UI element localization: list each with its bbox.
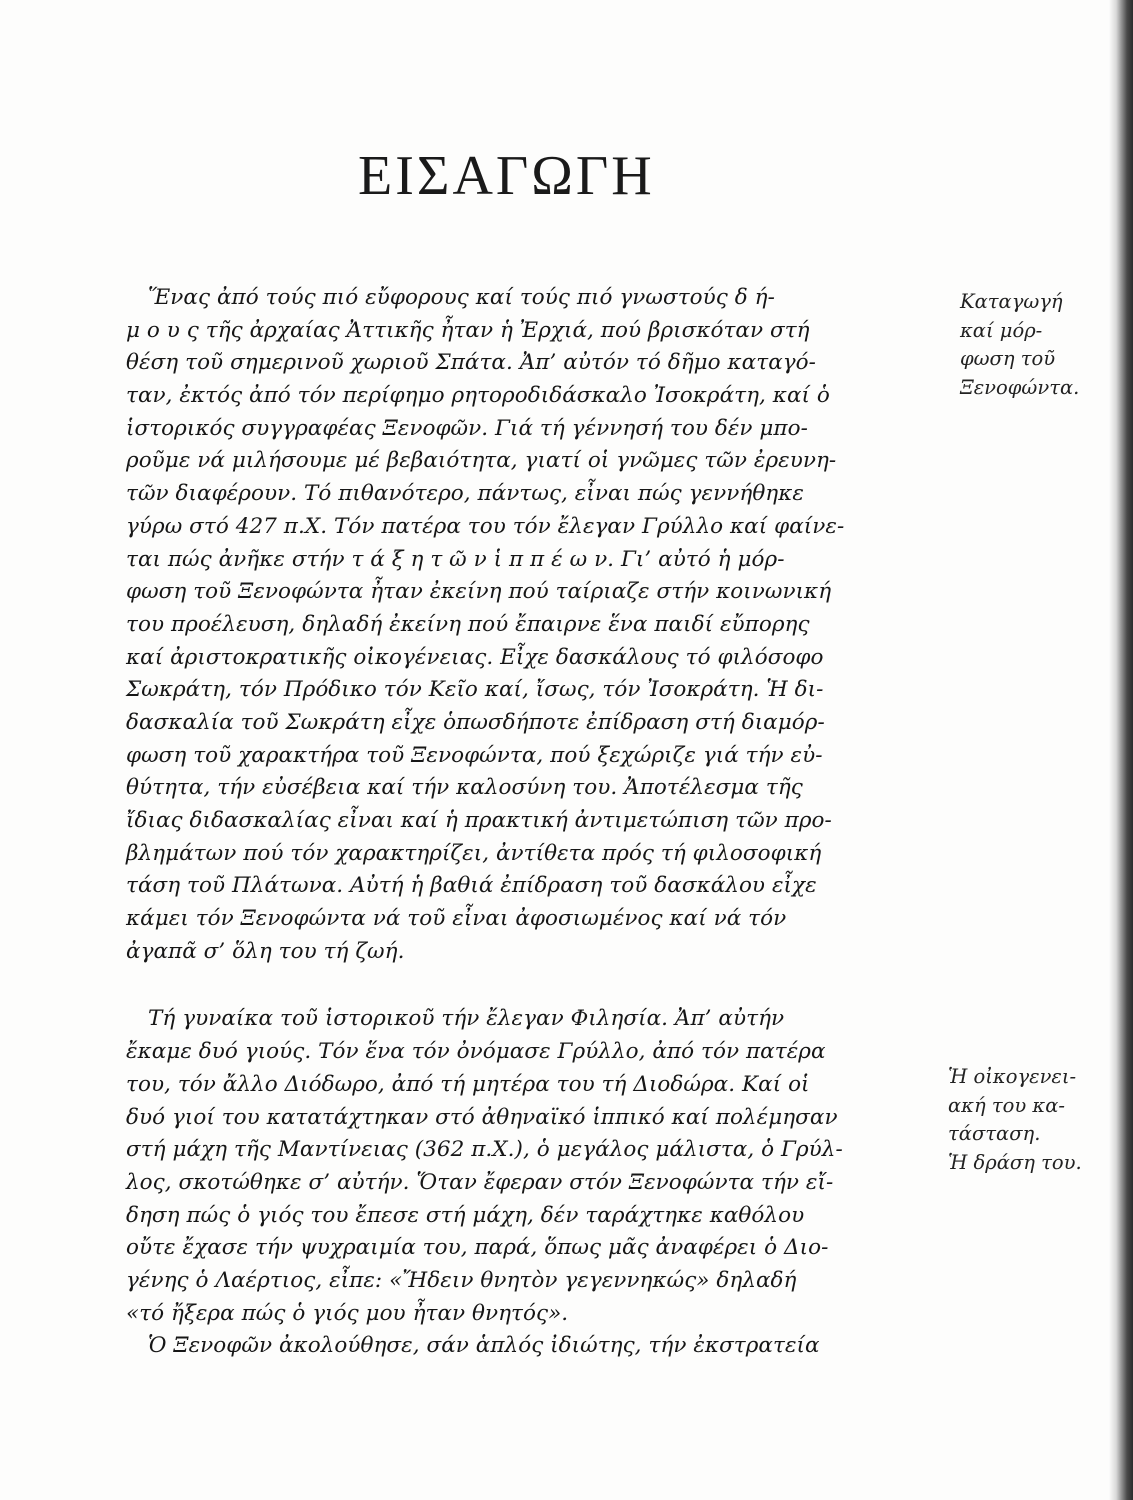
marginal-note-line: τάσταση. (948, 1122, 1041, 1145)
marginal-note-line: καί μόρ- (960, 318, 1043, 342)
marginal-note-line: Ξενοφώντα. (960, 375, 1080, 399)
text-line: ται πώς ἀνῆκε στήν τ ά ξ η τ ῶ ν ἱ π π έ ω ν. Γι’ αὐτό ἡ μόρ- (126, 546, 785, 572)
paragraph-spacer (126, 968, 912, 1003)
text-line: «τό ἤξερα πώς ὁ γιός μου ἦταν θνητός». (126, 1300, 569, 1326)
text-line: θύτητα, τήν εὐσέβεια καί τήν καλοσύνη του. Ἀποτέλεσμα τῆς (126, 775, 803, 801)
text-line: ταν, ἐκτός ἀπό τόν περίφημο ρητοροδιδάσκαλο Ἰσοκράτη, καί ὁ (126, 383, 830, 409)
text-line: Ἕνας ἀπό τούς πιό εὔφορους καί τούς πιό γνωστούς δ ή- (148, 285, 775, 310)
text-line: ἴδιας διδασκαλίας εἶναι καί ἡ πρακτική ἀντιμετώπιση τῶν προ- (126, 808, 832, 833)
marginal-note-line: ακή του κα- (948, 1093, 1065, 1117)
text-line: ἀγαπᾶ σ’ ὅλη του τή ζωή. (126, 938, 405, 964)
marginal-note-line: Ἡ οἰκογενει- (948, 1065, 1077, 1088)
text-line: ἔκαμε δυό γιούς. Τόν ἕνα τόν ὀνόμασε Γρύλλο, ἀπό τόν πατέρα (126, 1039, 826, 1065)
marginal-note-origin (960, 288, 1079, 402)
text-line: βλημάτων πού τόν χαρακτηρίζει, ἀντίθετα πρός τή φιλοσοφική (126, 840, 822, 866)
paragraph (126, 282, 912, 968)
marginal-note-line: Ἡ δράση του. (948, 1150, 1082, 1174)
text-line: κάμει τόν Ξενοφώντα νά τοῦ εἶναι ἀφοσιωμένος καί νά τόν (126, 906, 787, 932)
text-line: τάση τοῦ Πλάτωνα. Αὐτή ἡ βαθιά ἐπίδραση τοῦ δασκάλου εἶχε (126, 873, 817, 899)
text-line: Τή γυναίκα τοῦ ἱστορικοῦ τήν ἔλεγαν Φιλησία. Ἀπ’ αὐτήν (148, 1006, 785, 1032)
text-line: ροῦμε νά μιλήσουμε μέ βεβαιότητα, γιατί οἱ γνῶμες τῶν ἐρευνη- (126, 448, 837, 474)
text-line: φωση τοῦ χαρακτήρα τοῦ Ξενοφώντα, πού ξεχώριζε γιά τήν εὐ- (126, 742, 823, 768)
marginal-note-line: φωση τοῦ (960, 347, 1056, 370)
text-line: καί ἀριστοκρατικῆς οἰκογένειας. Εἶχε δασκάλους τό φιλόσοφο (126, 644, 824, 670)
text-line: γύρω στό 427 π.Χ. Τόν πατέρα του τόν ἔλεγαν Γρύλλο καί φαίνε- (126, 513, 845, 539)
text-line: Σωκράτη, τόν Πρόδικο τόν Κεῖο καί, ἴσως, τόν Ἰσοκράτη. Ἡ δι- (126, 677, 824, 703)
text-line: θέση τοῦ σημερινοῦ χωριοῦ Σπάτα. Ἀπ’ αὐτόν τό δῆμο καταγό- (126, 350, 816, 376)
text-line: δηση πώς ὁ γιός του ἔπεσε στή μάχη, δέν ταράχτηκε καθόλου (126, 1202, 805, 1228)
chapter-title: ΕΙΣΑΓΩΓΗ (358, 145, 655, 207)
text-line: Ὁ Ξενοφῶν ἀκολούθησε, σάν ἁπλός ἰδιώτης, τήν ἐκστρατεία (148, 1333, 820, 1359)
text-line: δασκαλία τοῦ Σωκράτη εἶχε ὁπωσδήποτε ἐπίδραση στή διαμόρ- (126, 709, 825, 735)
body-text (126, 282, 912, 1363)
paragraph (126, 1003, 912, 1363)
text-line: ἱστορικός συγγραφέας Ξενοφῶν. Γιά τή γέννησή του δέν μπο- (126, 415, 808, 441)
marginal-note-family (948, 1063, 1082, 1177)
text-line: οὔτε ἔχασε τήν ψυχραιμία του, παρά, ὅπως μᾶς ἀναφέρει ὁ Διο- (126, 1235, 829, 1261)
text-line: δυό γιοί του κατατάχτηκαν στό ἀθηναϊκό ἱππικό καί πολέμησαν (126, 1104, 838, 1130)
text-line: του προέλευση, δηλαδή ἐκείνη πού ἔπαιρνε ἕνα παιδί εὔπορης (126, 611, 810, 637)
text-line: μ ο υ ς τῆς ἀρχαίας Ἀττικῆς ἦταν ἡ Ἐρχιά, πού βρισκόταν στή (126, 317, 810, 343)
page-edge-shadow (1109, 0, 1133, 1500)
text-line: λος, σκοτώθηκε σ’ αὐτήν. Ὅταν ἔφεραν στόν Ξενοφώντα τήν εἴ- (126, 1169, 834, 1195)
text-line: στή μάχη τῆς Μαντίνειας (362 π.Χ.), ὁ μεγάλος μάλιστα, ὁ Γρύλ- (126, 1137, 843, 1163)
text-line: τῶν διαφέρουν. Τό πιθανότερο, πάντως, εἶναι πώς γεννήθηκε (126, 481, 804, 507)
text-line: φωση τοῦ Ξενοφώντα ἦταν ἐκείνη πού ταίριαζε στήν κοινωνική (126, 579, 832, 605)
marginal-note-line: Καταγωγή (960, 290, 1063, 313)
text-line: γένης ὁ Λαέρτιος, εἶπε: «Ἤδειν θνητὸν γεγεννηκώς» δηλαδή (126, 1267, 797, 1293)
text-line: του, τόν ἄλλο Διόδωρο, ἀπό τή μητέρα του τή Διοδώρα. Καί οἱ (126, 1071, 810, 1097)
